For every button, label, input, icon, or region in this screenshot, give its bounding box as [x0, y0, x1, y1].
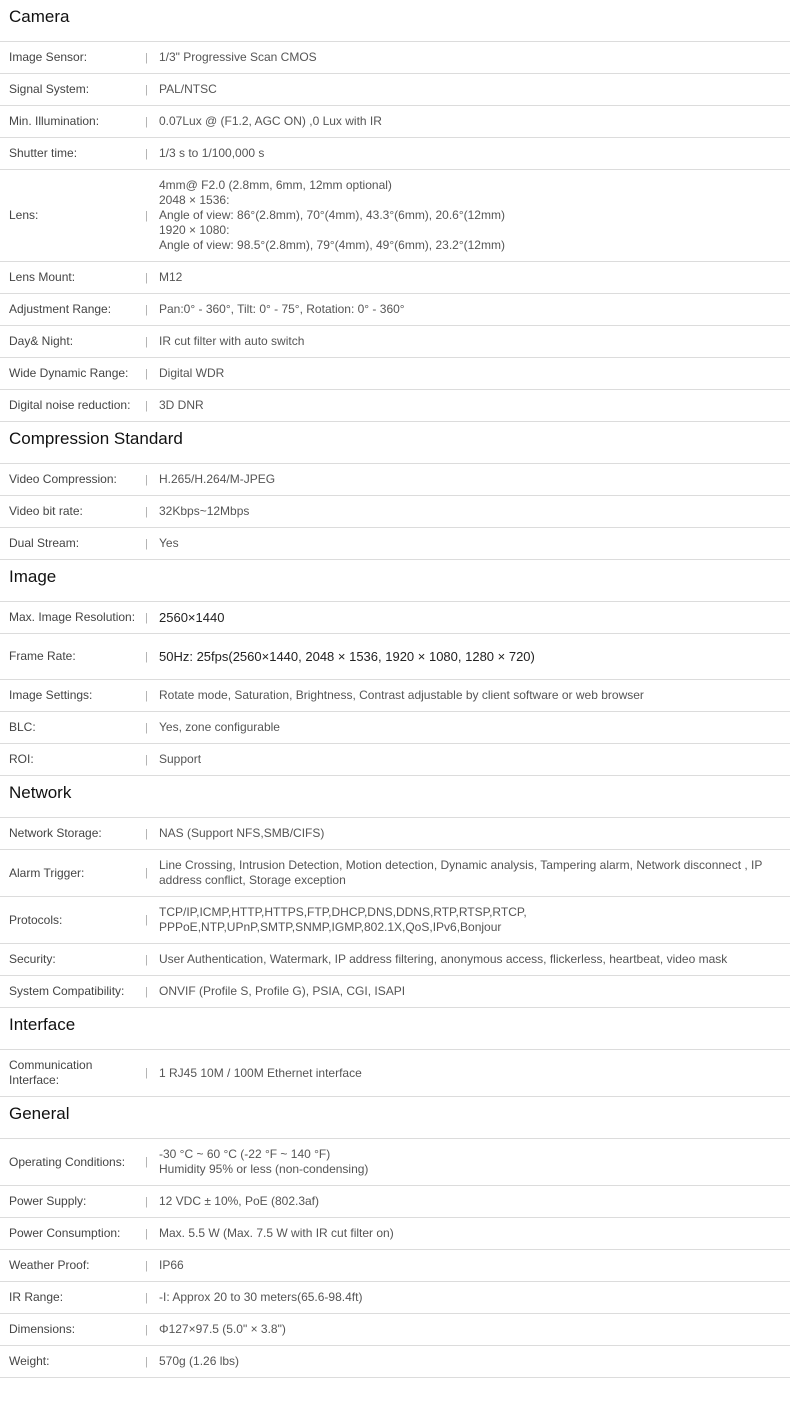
spec-row [0, 712, 790, 744]
spec-label: Operating Conditions: [9, 1154, 126, 1169]
separator: | [145, 867, 148, 879]
section-title: Interface [0, 1008, 790, 1050]
spec-value-line: 570g (1.26 lbs) [159, 1354, 240, 1368]
spec-value [159, 720, 790, 735]
section-title: Compression Standard [0, 422, 790, 464]
separator: | [145, 1291, 148, 1304]
spec-label: Power Consumption: [9, 1226, 121, 1240]
spec-row [0, 976, 790, 1008]
spec-row [0, 106, 790, 138]
spec-value [159, 905, 790, 935]
spec-label: Frame Rate: [9, 649, 76, 663]
spec-section [0, 1008, 790, 1097]
spec-row [0, 602, 790, 634]
separator: | [145, 689, 148, 702]
separator: | [145, 115, 148, 128]
spec-label: Digital noise reduction: [9, 398, 131, 412]
spec-value [159, 1226, 790, 1241]
spec-value-line: -I: Approx 20 to 30 meters(65.6-98.4ft) [159, 1290, 363, 1304]
spec-value [159, 688, 790, 703]
spec-value [159, 952, 790, 967]
spec-value [159, 334, 790, 349]
spec-value-line: PAL/NTSC [159, 82, 217, 96]
spec-value [159, 536, 790, 551]
spec-row [0, 818, 790, 850]
spec-value-line: ONVIF (Profile S, Profile G), PSIA, CGI, ISAPI [159, 984, 406, 998]
spec-value-line: Rotate mode, Saturation, Brightness, Contrast adjustable by client software or web browser [159, 688, 644, 702]
separator: | [145, 914, 148, 926]
spec-value [159, 1066, 790, 1081]
spec-label: Alarm Trigger: [9, 865, 85, 880]
spec-label: Wide Dynamic Range: [9, 366, 129, 380]
separator: | [145, 1067, 148, 1079]
spec-value-line: Line Crossing, Intrusion Detection, Motion detection, Dynamic analysis, Tampering alarm, Network disconnect , IP [159, 858, 763, 872]
spec-value [159, 610, 790, 625]
spec-row [0, 1186, 790, 1218]
spec-value-line: 50Hz: 25fps(2560×1440, 2048 × 1536, 1920 × 1080, 1280 × 720) [159, 649, 535, 664]
spec-value-line: Digital WDR [159, 366, 225, 380]
spec-row [0, 944, 790, 976]
spec-label: Adjustment Range: [9, 302, 112, 316]
spec-value-line: M12 [159, 270, 183, 284]
spec-value-line: -30 °C ~ 60 °C (-22 °F ~ 140 °F) [159, 1147, 331, 1161]
spec-section [0, 560, 790, 776]
spec-value-line: H.265/H.264/M-JPEG [159, 472, 276, 486]
separator: | [145, 51, 148, 64]
spec-value [159, 50, 790, 65]
section-title: Image [0, 560, 790, 602]
spec-value-line: Pan:0° - 360°, Tilt: 0° - 75°, Rotation: 0° - 360° [159, 302, 405, 316]
spec-label: Shutter time: [9, 146, 78, 160]
spec-label: Network Storage: [9, 826, 102, 840]
spec-value-line: Yes [159, 536, 179, 550]
spec-label: System Compatibility: [9, 984, 125, 998]
spec-value [159, 858, 790, 888]
spec-label: IR Range: [9, 1290, 64, 1304]
separator: | [145, 83, 148, 96]
spec-value-line: IP66 [159, 1258, 184, 1272]
spec-value [159, 649, 790, 664]
separator: | [145, 505, 148, 518]
spec-row [0, 74, 790, 106]
spec-label: ROI: [9, 752, 34, 766]
spec-label: Video bit rate: [9, 504, 83, 518]
separator: | [145, 1259, 148, 1272]
spec-label: Protocols: [9, 912, 63, 927]
spec-value-line: 1/3 s to 1/100,000 s [159, 146, 265, 160]
spec-row [0, 1282, 790, 1314]
spec-value-line: 12 VDC ± 10%, PoE (802.3af) [159, 1194, 320, 1208]
separator: | [145, 303, 148, 316]
separator: | [145, 367, 148, 380]
spec-value-line: 1920 × 1080: [159, 223, 230, 237]
spec-value-line: Φ127×97.5 (5.0" × 3.8") [159, 1322, 286, 1336]
spec-label: Lens Mount: [9, 270, 76, 284]
spec-label: Weather Proof: [9, 1258, 90, 1272]
spec-value-line: Humidity 95% or less (non-condensing) [159, 1162, 369, 1176]
spec-row [0, 138, 790, 170]
spec-row [0, 1050, 790, 1097]
spec-value [159, 1258, 790, 1273]
spec-value-line: address conflict, Storage exception [159, 873, 346, 887]
spec-row [0, 496, 790, 528]
spec-label: Signal System: [9, 82, 90, 96]
spec-row [0, 358, 790, 390]
section-title: Network [0, 776, 790, 818]
spec-row [0, 744, 790, 776]
spec-section [0, 0, 790, 422]
spec-value [159, 1322, 790, 1337]
separator: | [145, 650, 148, 663]
spec-row [0, 326, 790, 358]
spec-value-line: 0.07Lux @ (F1.2, AGC ON) ,0 Lux with IR [159, 114, 382, 128]
spec-value-line: Max. 5.5 W (Max. 7.5 W with IR cut filter on) [159, 1226, 394, 1240]
spec-label: Communication Interface: [9, 1058, 93, 1087]
separator: | [145, 537, 148, 550]
separator: | [145, 827, 148, 840]
spec-row [0, 42, 790, 74]
separator: | [145, 473, 148, 486]
separator: | [145, 147, 148, 160]
spec-value [159, 366, 790, 381]
spec-label: Max. Image Resolution: [9, 610, 136, 624]
spec-row [0, 1139, 790, 1186]
spec-row [0, 897, 790, 944]
spec-row [0, 850, 790, 897]
spec-value [159, 178, 790, 253]
separator: | [145, 1323, 148, 1336]
spec-section [0, 422, 790, 560]
separator: | [145, 753, 148, 766]
separator: | [145, 721, 148, 734]
spec-row [0, 1218, 790, 1250]
spec-label: Lens: [9, 208, 39, 222]
spec-value [159, 984, 790, 999]
spec-value-line: NAS (Support NFS,SMB/CIFS) [159, 826, 325, 840]
separator: | [145, 953, 148, 966]
spec-value [159, 752, 790, 767]
spec-value-line: 4mm@ F2.0 (2.8mm, 6mm, 12mm optional) [159, 178, 392, 192]
spec-value [159, 1194, 790, 1209]
spec-value [159, 1354, 790, 1369]
separator: | [145, 611, 148, 624]
spec-value-line: TCP/IP,ICMP,HTTP,HTTPS,FTP,DHCP,DNS,DDNS,RTP,RTSP,RTCP, [159, 905, 527, 919]
spec-value-line: PPPoE,NTP,UPnP,SMTP,SNMP,IGMP,802.1X,QoS,IPv6,Bonjour [159, 920, 502, 934]
spec-row [0, 634, 790, 680]
spec-value-line: Yes, zone configurable [159, 720, 280, 734]
spec-value-line: 3D DNR [159, 398, 204, 412]
spec-value [159, 472, 790, 487]
section-title: General [0, 1097, 790, 1139]
spec-label: Day& Night: [9, 334, 74, 348]
spec-value-line: 1/3" Progressive Scan CMOS [159, 50, 317, 64]
separator: | [145, 1355, 148, 1368]
spec-value-line: 1 RJ45 10M / 100M Ethernet interface [159, 1065, 362, 1080]
spec-value-line: Support [159, 752, 202, 766]
spec-value [159, 398, 790, 413]
spec-section [0, 776, 790, 1008]
spec-value-line: Angle of view: 98.5°(2.8mm), 79°(4mm), 49°(6mm), 23.2°(12mm) [159, 238, 505, 252]
spec-label: Image Sensor: [9, 50, 88, 64]
section-title: Camera [0, 0, 790, 42]
spec-value [159, 270, 790, 285]
spec-row [0, 170, 790, 262]
spec-label: Security: [9, 952, 56, 966]
spec-label: Dual Stream: [9, 536, 80, 550]
spec-row [0, 390, 790, 422]
spec-section [0, 1097, 790, 1378]
spec-value-line: Angle of view: 86°(2.8mm), 70°(4mm), 43.3°(6mm), 20.6°(12mm) [159, 208, 505, 222]
spec-label: Image Settings: [9, 688, 93, 702]
spec-value [159, 114, 790, 129]
spec-row [0, 294, 790, 326]
separator: | [145, 1156, 148, 1168]
spec-row [0, 680, 790, 712]
spec-row [0, 528, 790, 560]
spec-value [159, 302, 790, 317]
separator: | [145, 985, 148, 998]
spec-row [0, 1346, 790, 1378]
spec-row [0, 464, 790, 496]
spec-value [159, 1290, 790, 1305]
separator: | [145, 399, 148, 412]
spec-value-line: 32Kbps~12Mbps [159, 504, 250, 518]
spec-value [159, 146, 790, 161]
spec-value-line: IR cut filter with auto switch [159, 334, 305, 348]
spec-label: Weight: [9, 1354, 50, 1368]
separator: | [145, 271, 148, 284]
separator: | [145, 1195, 148, 1208]
spec-label: Min. Illumination: [9, 114, 100, 128]
spec-label: BLC: [9, 720, 36, 734]
spec-row [0, 262, 790, 294]
separator: | [145, 1227, 148, 1240]
spec-value [159, 1147, 790, 1177]
spec-value [159, 826, 790, 841]
spec-label: Power Supply: [9, 1194, 87, 1208]
spec-value [159, 504, 790, 519]
spec-value-line: User Authentication, Watermark, IP address filtering, anonymous access, flickerless, heartbeat, video mask [159, 952, 728, 966]
spec-value [159, 82, 790, 97]
separator: | [145, 209, 148, 222]
spec-row [0, 1314, 790, 1346]
spec-label: Video Compression: [9, 472, 117, 486]
spec-row [0, 1250, 790, 1282]
spec-label: Dimensions: [9, 1322, 76, 1336]
spec-value-line: 2560×1440 [159, 610, 225, 625]
spec-value-line: 2048 × 1536: [159, 193, 230, 207]
separator: | [145, 335, 148, 348]
